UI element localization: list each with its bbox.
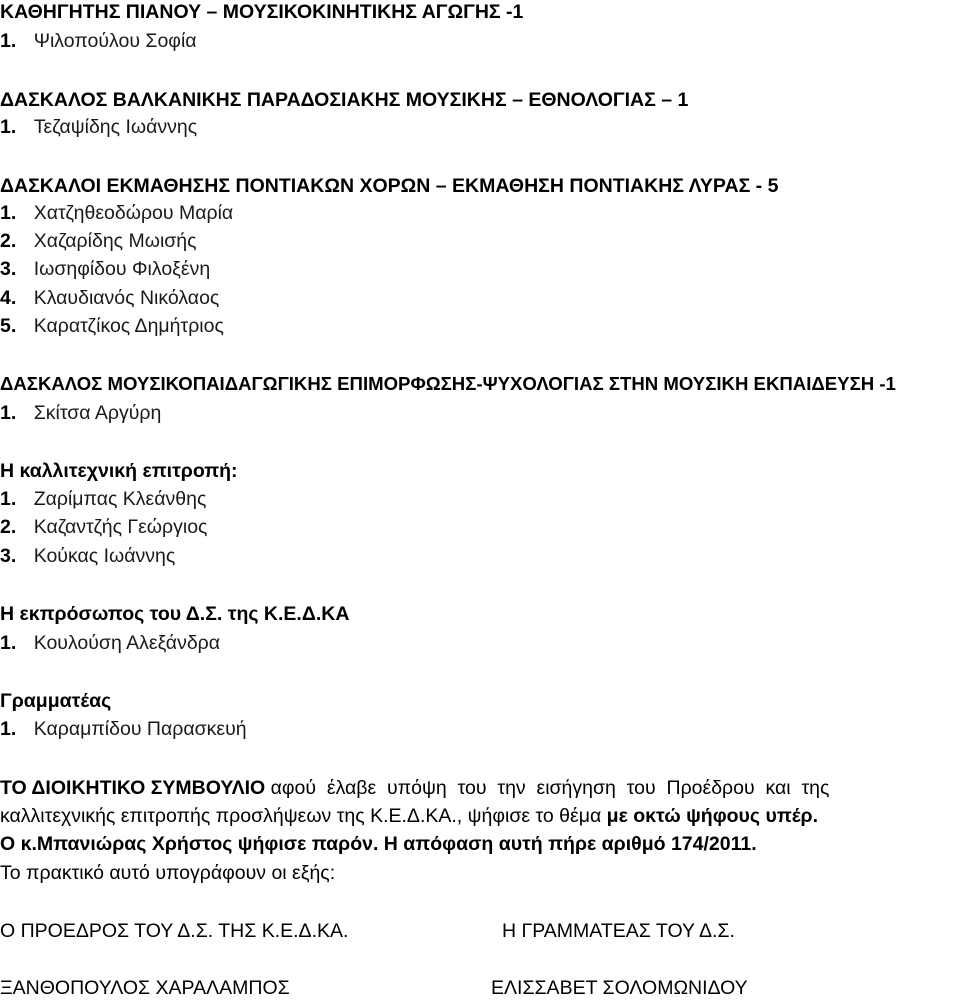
list-item bbox=[0, 256, 210, 282]
item-name: Καζαντζής Γεώργιος bbox=[33, 516, 208, 538]
item-number: 4. bbox=[0, 287, 17, 309]
list-item bbox=[0, 285, 219, 311]
item-name: Καρατζίκος Δημήτριος bbox=[33, 315, 224, 337]
item-name: Σκίτσα Αργύρη bbox=[33, 402, 162, 424]
secretary-name: ΕΛΙΣΣΑΒΕΤ ΣΟΛΟΜΩΝΙΔΟΥ bbox=[491, 977, 748, 999]
secretary-heading: Γραμματέας bbox=[0, 690, 112, 712]
vote-result: με οκτώ ψήφους υπέρ. bbox=[606, 805, 819, 827]
decision-text: αφού έλαβε υπόψη του την εισήγηση του Προέδρου και της bbox=[265, 777, 830, 799]
item-name: Κλαυδιανός Νικόλαος bbox=[33, 287, 220, 309]
item-number: 1. bbox=[0, 488, 17, 510]
item-number: 2. bbox=[0, 516, 17, 538]
list-item bbox=[0, 543, 175, 569]
list-item bbox=[0, 228, 197, 254]
list-item bbox=[0, 486, 206, 512]
list-item bbox=[0, 28, 197, 54]
list-item bbox=[0, 200, 233, 226]
item-number: 1. bbox=[0, 718, 17, 740]
president-title: Ο ΠΡΟΕΔΡΟΣ ΤΟΥ Δ.Σ. ΤΗΣ Κ.Ε.Δ.ΚΑ. bbox=[0, 920, 349, 942]
item-number: 1. bbox=[0, 402, 17, 424]
item-name: Κούκας Ιωάννης bbox=[33, 545, 176, 567]
list-item bbox=[0, 114, 197, 140]
item-number: 5. bbox=[0, 315, 17, 337]
board-name: ΤΟ ΔΙΟΙΚΗΤΙΚΟ ΣΥΜΒΟΥΛΙΟ bbox=[0, 777, 266, 799]
item-name: Κουλούση Αλεξάνδρα bbox=[33, 632, 221, 654]
signatories-intro: Το πρακτικό αυτό υπογράφουν οι εξής: bbox=[0, 862, 336, 884]
item-name: Τεζαψίδης Ιωάννης bbox=[33, 116, 198, 138]
item-number: 3. bbox=[0, 258, 17, 280]
secretary-title: Η ΓΡΑΜΜΑΤΕΑΣ ΤΟΥ Δ.Σ. bbox=[502, 920, 735, 942]
committee-heading: Η καλλιτεχνική επιτροπή: bbox=[0, 460, 238, 482]
item-number: 1. bbox=[0, 30, 17, 52]
item-name: Χαζαρίδης Μωισής bbox=[33, 230, 197, 252]
item-number: 1. bbox=[0, 202, 17, 224]
item-name: Ψιλοπούλου Σοφία bbox=[33, 30, 197, 52]
list-item bbox=[0, 313, 224, 339]
item-name: Ζαρίμπας Κλεάνθης bbox=[33, 488, 207, 510]
item-name: Χατζηθεοδώρου Μαρία bbox=[33, 202, 234, 224]
section-heading: ΔΑΣΚΑΛΟΣ ΜΟΥΣΙΚΟΠΑΙΔΑΓΩΓΙΚΗΣ ΕΠΙΜΟΡΦΩΣΗΣ-ΨΥΧΟΛΟΓΙΑΣ ΣΤΗΝ ΜΟΥΣΙΚΗ ΕΚΠΑΙΔΕΥΣΗ -1 bbox=[0, 373, 896, 394]
decision-paragraph-line2 bbox=[0, 803, 960, 829]
item-number: 3. bbox=[0, 545, 17, 567]
item-number: 1. bbox=[0, 632, 17, 654]
item-number: 1. bbox=[0, 116, 17, 138]
section-heading: ΔΑΣΚΑΛΟΣ ΒΑΛΚΑΝΙΚΗΣ ΠΑΡΑΔΟΣΙΑΚΗΣ ΜΟΥΣΙΚΗΣ – ΕΘΝΟΛΟΓΙΑΣ – 1 bbox=[0, 89, 689, 111]
decision-paragraph-line1 bbox=[0, 775, 960, 801]
president-name: ΞΑΝΘΟΠΟΥΛΟΣ ΧΑΡΑΛΑΜΠΟΣ bbox=[0, 977, 290, 999]
item-number: 2. bbox=[0, 230, 17, 252]
list-item bbox=[0, 400, 161, 426]
item-name: Ιωσηφίδου Φιλοξένη bbox=[33, 258, 211, 280]
decision-text: καλλιτεχνικής επιτροπής προσλήψεων της Κ.Ε.Δ.ΚΑ., ψήφισε το θέμα bbox=[0, 805, 607, 827]
section-heading: ΚΑΘΗΓΗΤΗΣ ΠΙΑΝΟΥ – ΜΟΥΣΙΚΟΚΙΝΗΤΙΚΗΣ ΑΓΩΓΗΣ -1 bbox=[0, 1, 524, 23]
item-name: Καραμπίδου Παρασκευή bbox=[33, 718, 247, 740]
list-item bbox=[0, 716, 247, 742]
list-item bbox=[0, 514, 207, 540]
list-item bbox=[0, 630, 220, 656]
section-heading: ΔΑΣΚΑΛΟΙ ΕΚΜΑΘΗΣΗΣ ΠΟΝΤΙΑΚΩΝ ΧΟΡΩΝ – ΕΚΜΑΘΗΣΗ ΠΟΝΤΙΑΚΗΣ ΛΥΡΑΣ - 5 bbox=[0, 175, 779, 197]
decision-number-line: Ο κ.Μπανιώρας Χρήστος ψήφισε παρόν. Η απόφαση αυτή πήρε αριθμό 174/2011. bbox=[0, 833, 757, 855]
representative-heading: Η εκπρόσωπος του Δ.Σ. της Κ.Ε.Δ.ΚΑ bbox=[0, 603, 350, 625]
